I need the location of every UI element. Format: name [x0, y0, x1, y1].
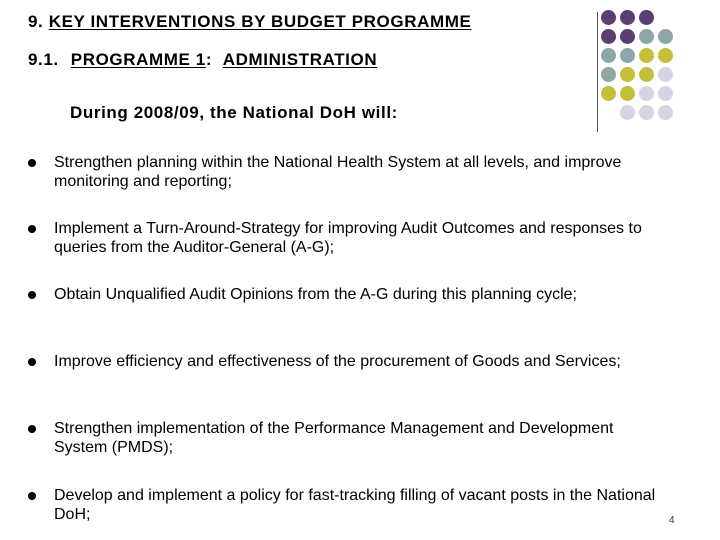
decorative-divider	[597, 12, 598, 132]
section-heading	[28, 12, 471, 32]
page-number: 4	[669, 515, 675, 526]
decorative-dot	[620, 29, 635, 44]
list-item	[28, 285, 688, 352]
list-item	[28, 219, 688, 285]
decorative-dot	[658, 86, 673, 101]
heading-separator: :	[205, 50, 213, 69]
subsection-number: 9.1.	[28, 50, 59, 69]
list-item-text: Strengthen implementation of the Performance Management and Development System (PMDS);	[54, 420, 614, 456]
list-item-text: Strengthen planning within the National Health System at all levels, and improve monitoring and reporting;	[54, 154, 622, 190]
intervention-list	[28, 153, 688, 524]
decorative-dot	[639, 105, 654, 120]
decorative-dot	[601, 48, 616, 63]
decorative-dot	[620, 86, 635, 101]
bullet-dot-icon	[28, 159, 36, 167]
decorative-dot	[601, 67, 616, 82]
decorative-dot	[658, 67, 673, 82]
subsection-heading	[28, 50, 377, 70]
bullet-dot-icon	[28, 291, 36, 299]
decorative-dot	[639, 10, 654, 25]
decorative-dot	[601, 86, 616, 101]
intro-text: During 2008/09, the National DoH will:	[70, 103, 398, 122]
programme-label: PROGRAMME 1	[70, 50, 206, 69]
decorative-dot	[620, 10, 635, 25]
decorative-dot	[639, 67, 654, 82]
decorative-dot	[601, 29, 616, 44]
decorative-dot	[658, 10, 673, 25]
decorative-dot-grid	[601, 10, 677, 124]
list-item	[28, 486, 688, 524]
bullet-dot-icon	[28, 492, 36, 500]
decorative-dot	[639, 48, 654, 63]
decorative-dot	[601, 10, 616, 25]
list-item-text: Develop and implement a policy for fast-tracking filling of vacant posts in the National DoH;	[54, 487, 656, 523]
decorative-dot	[658, 29, 673, 44]
bullet-dot-icon	[28, 425, 36, 433]
decorative-dot	[658, 105, 673, 120]
list-item	[28, 153, 688, 219]
programme-name: ADMINISTRATION	[222, 50, 378, 69]
decorative-dot	[620, 48, 635, 63]
bullet-dot-icon	[28, 358, 36, 366]
list-item-text: Obtain Unqualified Audit Opinions from the A-G during this planning cycle;	[54, 286, 577, 303]
section-number: 9.	[28, 12, 44, 31]
decorative-dot	[601, 105, 616, 120]
section-title: KEY INTERVENTIONS BY BUDGET PROGRAMME	[48, 12, 472, 31]
decorative-dot	[620, 105, 635, 120]
list-item	[28, 419, 688, 486]
decorative-dot	[658, 48, 673, 63]
list-item-text: Improve efficiency and effectiveness of the procurement of Goods and Services;	[54, 353, 621, 370]
list-item-text: Implement a Turn-Around-Strategy for improving Audit Outcomes and responses to queries from the Auditor-General (A-G);	[54, 220, 642, 256]
decorative-dot	[620, 67, 635, 82]
decorative-dot	[639, 86, 654, 101]
bullet-dot-icon	[28, 225, 36, 233]
list-item	[28, 352, 688, 419]
decorative-dot	[639, 29, 654, 44]
